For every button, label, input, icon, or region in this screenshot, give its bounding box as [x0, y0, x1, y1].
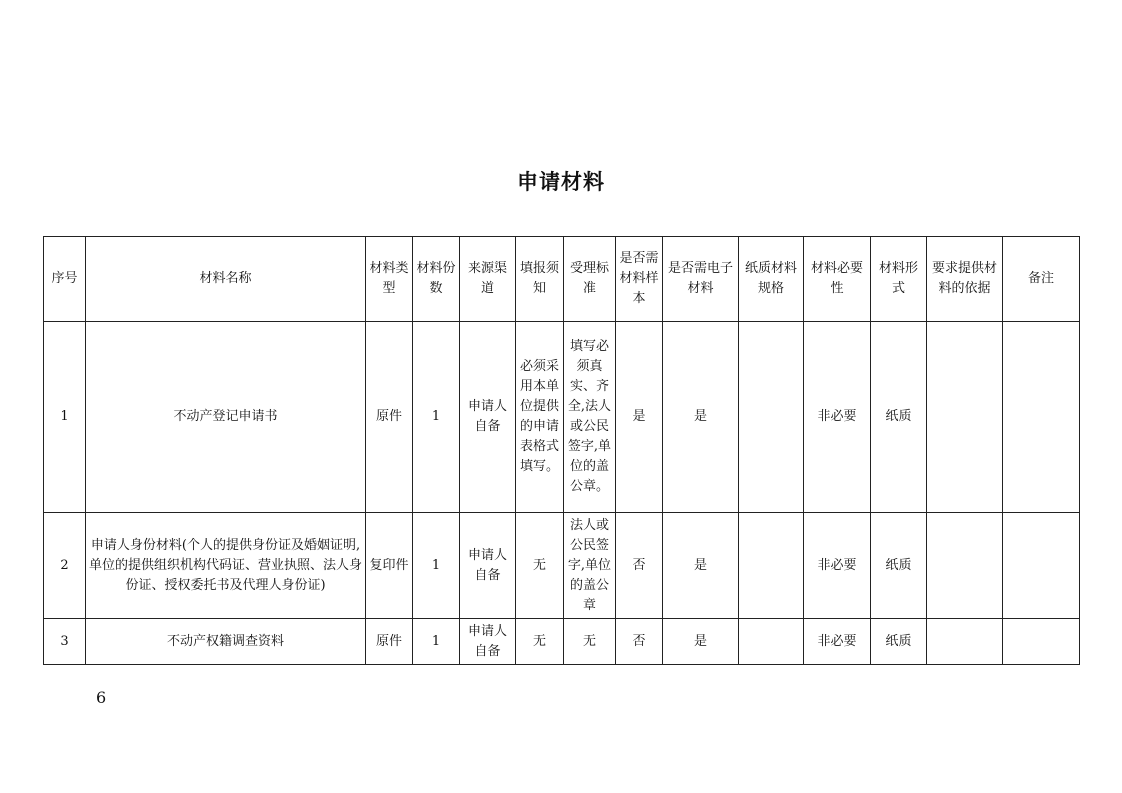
cell-form: 纸质 — [871, 322, 927, 513]
cell-necessity: 非必要 — [804, 322, 871, 513]
header-paper-spec: 纸质材料规格 — [739, 237, 804, 322]
header-instruction: 填报须知 — [516, 237, 564, 322]
cell-basis — [927, 513, 1003, 619]
cell-sample: 否 — [616, 513, 663, 619]
cell-type: 复印件 — [366, 513, 413, 619]
cell-standard: 填写必须真实、齐全,法人或公民签字,单位的盖公章。 — [564, 322, 616, 513]
cell-sample: 否 — [616, 619, 663, 665]
header-standard: 受理标准 — [564, 237, 616, 322]
cell-no: 3 — [44, 619, 86, 665]
cell-remark — [1003, 322, 1080, 513]
cell-electronic: 是 — [663, 619, 739, 665]
cell-paper-spec — [739, 322, 804, 513]
cell-standard: 无 — [564, 619, 616, 665]
cell-paper-spec — [739, 513, 804, 619]
cell-instruction: 无 — [516, 513, 564, 619]
header-remark: 备注 — [1003, 237, 1080, 322]
cell-basis — [927, 322, 1003, 513]
header-form: 材料形式 — [871, 237, 927, 322]
cell-source: 申请人自备 — [460, 513, 516, 619]
table-header-row — [44, 237, 1080, 322]
materials-table — [43, 236, 1080, 665]
table-row — [44, 322, 1080, 513]
page-title: 申请材料 — [517, 170, 605, 194]
cell-copies: 1 — [413, 322, 460, 513]
cell-standard: 法人或公民签字,单位的盖公章 — [564, 513, 616, 619]
cell-form: 纸质 — [871, 619, 927, 665]
cell-sample: 是 — [616, 322, 663, 513]
cell-type: 原件 — [366, 322, 413, 513]
cell-electronic: 是 — [663, 513, 739, 619]
header-basis: 要求提供材料的依据 — [927, 237, 1003, 322]
header-sample: 是否需材料样本 — [616, 237, 663, 322]
table-row — [44, 513, 1080, 619]
cell-paper-spec — [739, 619, 804, 665]
header-copies: 材料份数 — [413, 237, 460, 322]
header-no: 序号 — [44, 237, 86, 322]
page-number: 6 — [96, 688, 107, 707]
cell-copies: 1 — [413, 619, 460, 665]
cell-basis — [927, 619, 1003, 665]
cell-name: 申请人身份材料(个人的提供身份证及婚姻证明,单位的提供组织机构代码证、营业执照、法人身份证、授权委托书及代理人身份证) — [86, 513, 366, 619]
table-row — [44, 619, 1080, 665]
cell-necessity: 非必要 — [804, 619, 871, 665]
cell-no: 2 — [44, 513, 86, 619]
cell-name: 不动产登记申请书 — [86, 322, 366, 513]
header-electronic: 是否需电子材料 — [663, 237, 739, 322]
header-source: 来源渠道 — [460, 237, 516, 322]
header-necessity: 材料必要性 — [804, 237, 871, 322]
header-type: 材料类型 — [366, 237, 413, 322]
cell-copies: 1 — [413, 513, 460, 619]
cell-name: 不动产权籍调查资料 — [86, 619, 366, 665]
cell-source: 申请人自备 — [460, 322, 516, 513]
cell-necessity: 非必要 — [804, 513, 871, 619]
cell-remark — [1003, 513, 1080, 619]
cell-form: 纸质 — [871, 513, 927, 619]
cell-instruction: 必须采用本单位提供的申请表格式填写。 — [516, 322, 564, 513]
header-name: 材料名称 — [86, 237, 366, 322]
cell-type: 原件 — [366, 619, 413, 665]
cell-remark — [1003, 619, 1080, 665]
cell-source: 申请人自备 — [460, 619, 516, 665]
cell-instruction: 无 — [516, 619, 564, 665]
cell-no: 1 — [44, 322, 86, 513]
cell-electronic: 是 — [663, 322, 739, 513]
